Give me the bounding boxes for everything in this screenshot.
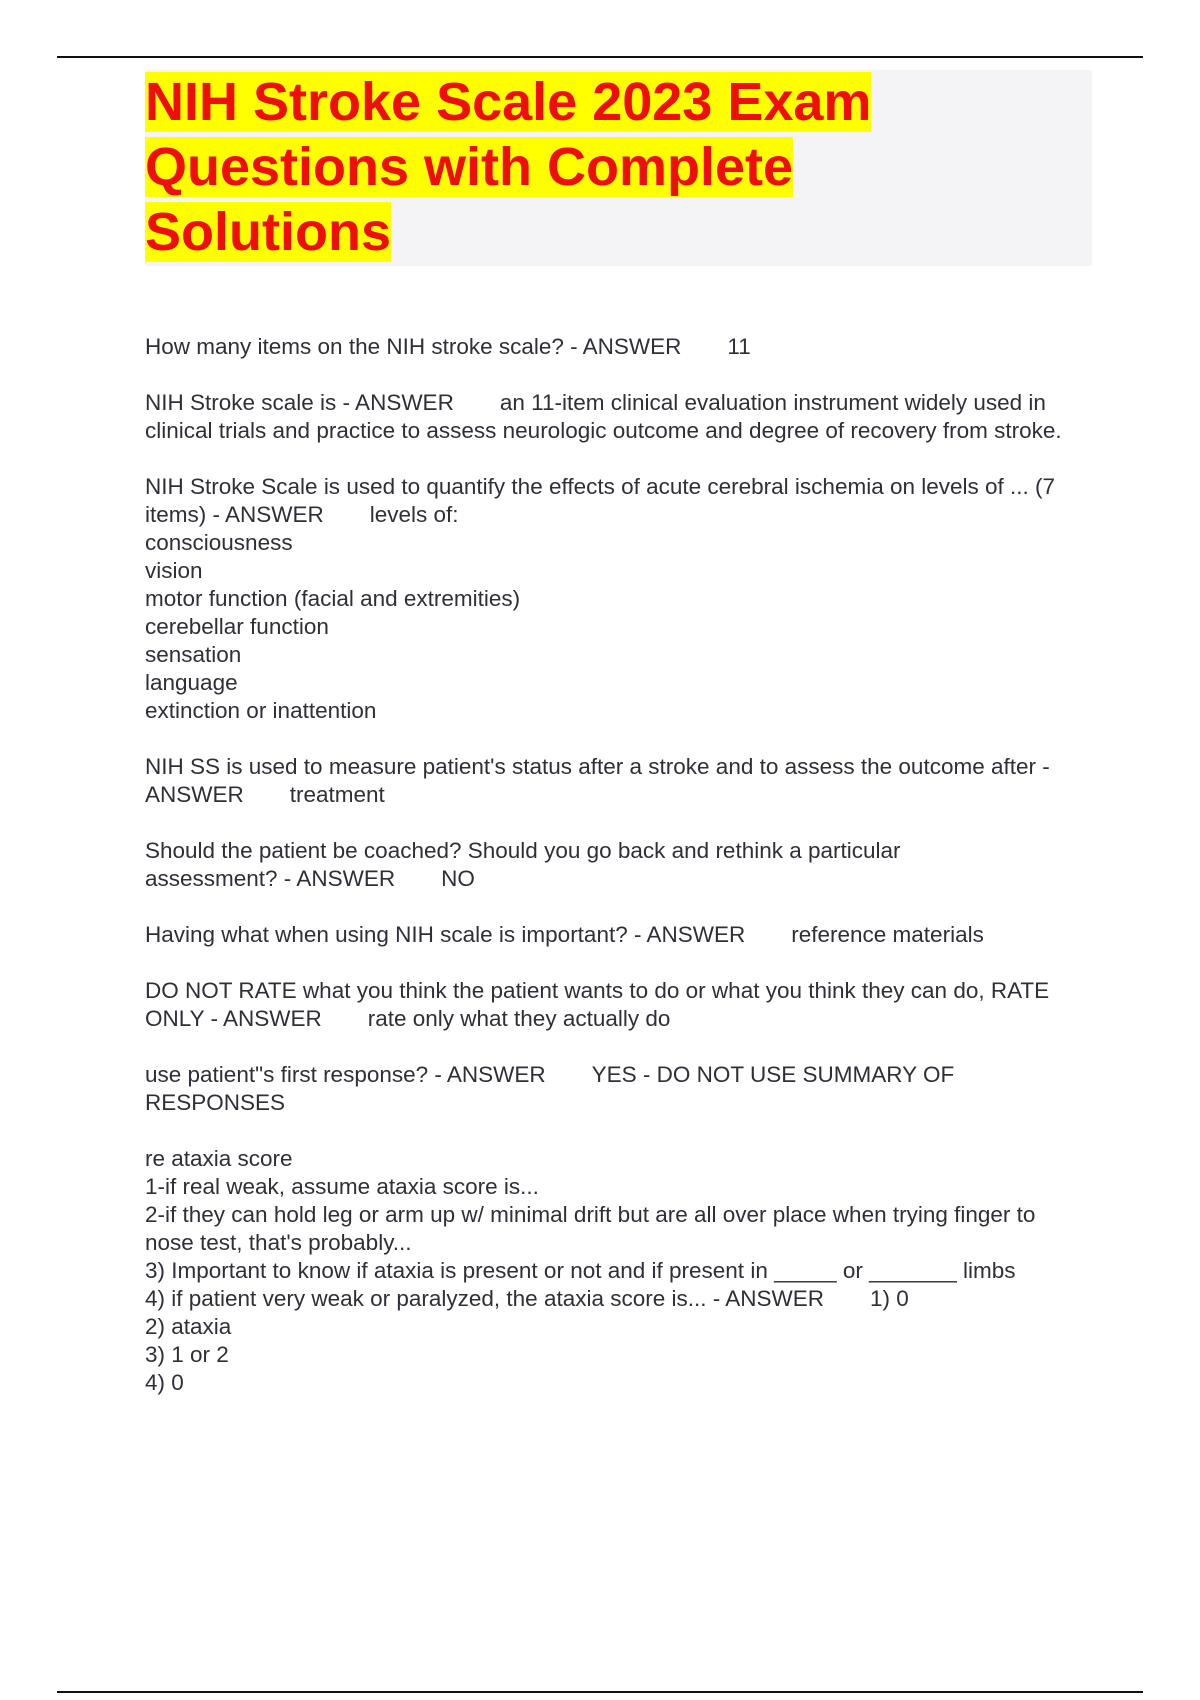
question-line: re ataxia score xyxy=(145,1146,293,1171)
top-rule xyxy=(57,56,1143,58)
qa-item xyxy=(145,977,1085,1033)
qa-item xyxy=(145,333,1085,361)
answer-list-item: 2) ataxia xyxy=(145,1314,232,1339)
question-text: Having what when using NIH scale is important? - ANSWER xyxy=(145,922,746,947)
title-highlight: NIH Stroke Scale 2023 Exam Questions with Complete Solutions xyxy=(145,72,872,262)
question-text: 4) if patient very weak or paralyzed, the ataxia score is... - ANSWER xyxy=(145,1286,825,1311)
question-line: 2-if they can hold leg or arm up w/ minimal drift but are all over place when trying finger to nose test, that's probably... xyxy=(145,1202,1042,1255)
qa-item xyxy=(145,753,1085,809)
qa-item xyxy=(145,1145,1085,1397)
question-text: NIH Stroke scale is - ANSWER xyxy=(145,390,454,415)
answer-list-item: consciousness xyxy=(145,530,293,555)
qa-item xyxy=(145,389,1085,445)
answer-text: YES - DO NOT USE SUMMARY OF RESPONSES xyxy=(145,1062,955,1115)
question-line: 3) Important to know if ataxia is present or not and if present in _____ or _______ limbs xyxy=(145,1258,1016,1283)
qa-item xyxy=(145,837,965,893)
question-text: NIH Stroke Scale is used to quantify the effects of acute cerebral ischemia on levels of ... (7 items) - ANSWER xyxy=(145,474,1056,527)
question-text: NIH SS is used to measure patient's status after a stroke and to assess the outcome after - ANSWER xyxy=(145,754,1050,807)
answer-list-item: cerebellar function xyxy=(145,614,329,639)
question-text: use patient"s first response? - ANSWER xyxy=(145,1062,546,1087)
question-line: 1-if real weak, assume ataxia score is... xyxy=(145,1174,539,1199)
answer-text: levels of: xyxy=(369,502,459,527)
answer-text: reference materials xyxy=(791,922,984,947)
question-text: How many items on the NIH stroke scale? - ANSWER xyxy=(145,334,682,359)
question-text: Should the patient be coached? Should you go back and rethink a particular assessment? - ANSWER xyxy=(145,838,901,891)
answer-text: treatment xyxy=(289,782,385,807)
qa-item xyxy=(145,1061,1025,1117)
question-line-with-answer xyxy=(145,1285,1085,1313)
answer-list-item: 3) 1 or 2 xyxy=(145,1342,229,1367)
question-text: DO NOT RATE what you think the patient wants to do or what you think they can do, RATE ONLY - ANSWER xyxy=(145,978,1050,1031)
answer-text: NO xyxy=(441,866,475,891)
answer-list-item: vision xyxy=(145,558,203,583)
qa-item xyxy=(145,921,1085,949)
answer-list-item: 4) 0 xyxy=(145,1370,184,1395)
answer-list-item: sensation xyxy=(145,642,242,667)
answer-text: an 11-item clinical evaluation instrument widely used in clinical trials and practice to assess neurologic outcome and degree of recovery from stroke. xyxy=(145,390,1062,443)
bottom-rule xyxy=(57,1691,1143,1693)
answer-list-item: motor function (facial and extremities) xyxy=(145,586,521,611)
qa-item xyxy=(145,473,1085,725)
answer-text: rate only what they actually do xyxy=(367,1006,671,1031)
answer-list-item: extinction or inattention xyxy=(145,698,377,723)
answer-list-item: language xyxy=(145,670,238,695)
document-title xyxy=(145,70,935,265)
answer-text: 11 xyxy=(727,334,751,359)
qa-content xyxy=(145,333,1085,1425)
title-block xyxy=(145,70,1092,266)
answer-text: 1) 0 xyxy=(870,1286,909,1311)
